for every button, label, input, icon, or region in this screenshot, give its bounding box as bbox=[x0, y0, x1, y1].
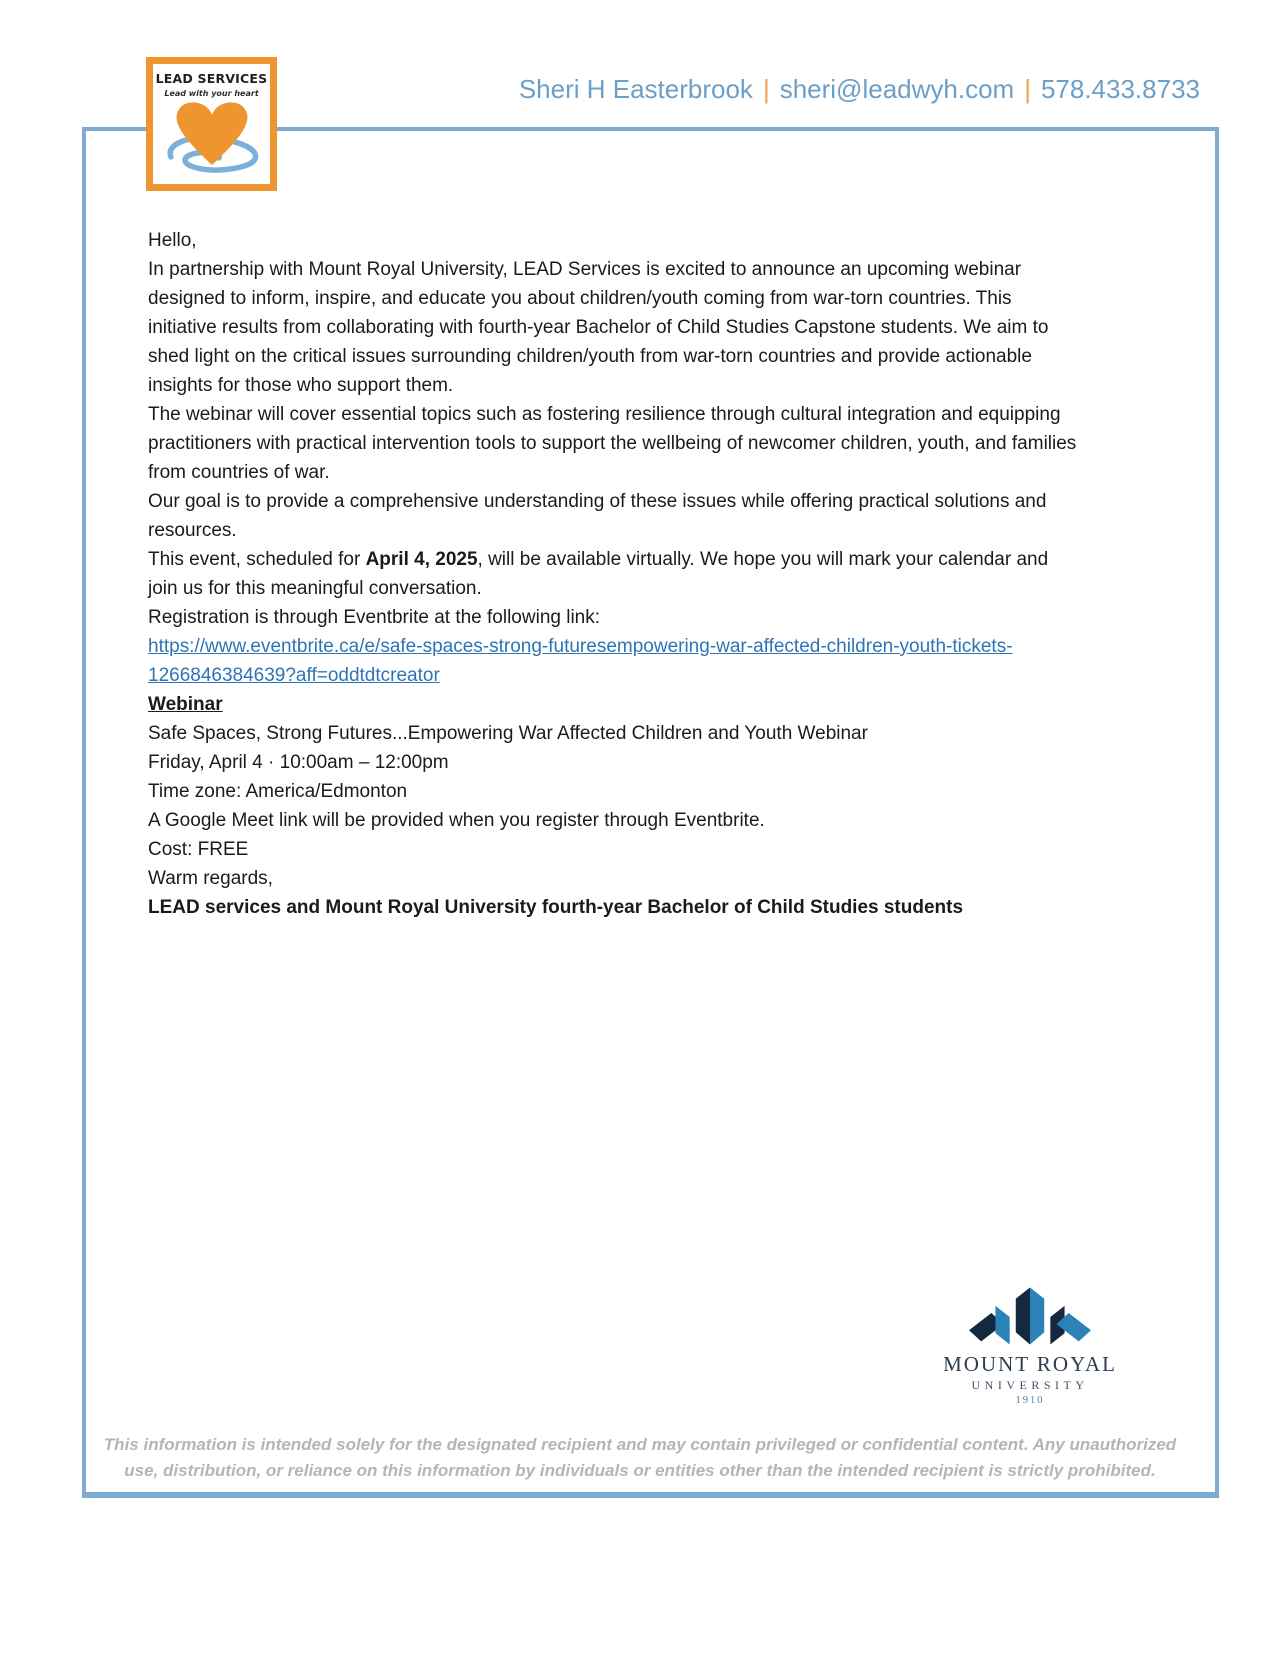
letter-body bbox=[148, 226, 1080, 922]
event-date: April 4, 2025 bbox=[365, 549, 478, 570]
webinar-timezone-line: Time zone: America/Edmonton bbox=[148, 781, 408, 802]
contact-name: Sheri H Easterbrook bbox=[518, 74, 753, 104]
event-text-before: This event, scheduled for bbox=[148, 549, 366, 570]
lead-logo-tagline: Lead with your heart bbox=[164, 89, 259, 98]
closing-regards: Warm regards, bbox=[148, 868, 273, 889]
mru-name: MOUNT ROYAL bbox=[943, 1352, 1117, 1376]
webinar-datetime-line: Friday, April 4 · 10:00am – 12:00pm bbox=[148, 752, 449, 773]
eventbrite-link[interactable]: https://www.eventbrite.ca/e/safe-spaces-strong-futuresempowering-war-affected-children-youth-tickets-1266846384639?aff=oddtdtcreator bbox=[148, 636, 1013, 686]
webinar-heading: Webinar bbox=[148, 694, 223, 715]
paragraph-intro: In partnership with Mount Royal University, LEAD Services is excited to announce an upcoming webinar designed to inform, inspire, and educate you about children/youth coming from war-torn countries. This initiative results from collaborating with fourth-year Bachelor of Child Studies Capstone students. We aim to shed light on the critical issues surrounding children/youth from war-torn countries and provide actionable insights for those who support them. bbox=[148, 259, 1049, 396]
paragraph-link bbox=[148, 632, 1080, 690]
separator-pipe: | bbox=[762, 74, 770, 104]
contact-phone: 578.433.8733 bbox=[1040, 74, 1200, 104]
greeting: Hello, bbox=[148, 230, 197, 251]
mount-royal-emblem-icon bbox=[969, 1285, 1091, 1347]
separator-pipe: | bbox=[1024, 74, 1031, 104]
cost-line: Cost: FREE bbox=[148, 839, 249, 860]
signature-line: LEAD services and Mount Royal University fourth-year Bachelor of Child Studies students bbox=[148, 897, 964, 918]
mru-subtitle: UNIVERSITY bbox=[971, 1378, 1089, 1392]
paragraph-registration: Registration is through Eventbrite at the following link: bbox=[148, 607, 601, 628]
paragraph-goal: Our goal is to provide a comprehensive understanding of these issues while offering practical solutions and resources. bbox=[148, 491, 1047, 541]
heart-swirl-icon bbox=[159, 95, 265, 181]
lead-logo-title: LEAD SERVICES bbox=[155, 71, 268, 86]
contact-email: sheri@leadwyh.com bbox=[779, 74, 1015, 104]
event-text-after: , will be available virtually. We hope you will mark your calendar and join us for this meaningful conversation. bbox=[148, 549, 1049, 599]
mru-year: 1910 bbox=[1015, 1395, 1045, 1406]
footer-disclaimer: This information is intended solely for the designated recipient and may contain privileged or confidential content. Any unauthorized use, distribution, or reliance on this information by individuals or entities other than the intended recipient is strictly prohibited. bbox=[103, 1435, 1177, 1480]
lead-services-logo bbox=[146, 57, 277, 191]
header-contact-line bbox=[519, 74, 1200, 105]
mount-royal-logo bbox=[942, 1285, 1118, 1406]
paragraph-event bbox=[148, 545, 1080, 603]
webinar-details bbox=[148, 719, 1080, 835]
paragraph-topics: The webinar will cover essential topics such as fostering resilience through cultural integration and equipping practitioners with practical intervention tools to support the wellbeing of newcomer children, youth, and families from countries of war. bbox=[148, 404, 1077, 483]
webinar-title-line: Safe Spaces, Strong Futures...Empowering War Affected Children and Youth Webinar bbox=[148, 723, 868, 744]
webinar-meet-line: A Google Meet link will be provided when you register through Eventbrite. bbox=[148, 810, 765, 831]
